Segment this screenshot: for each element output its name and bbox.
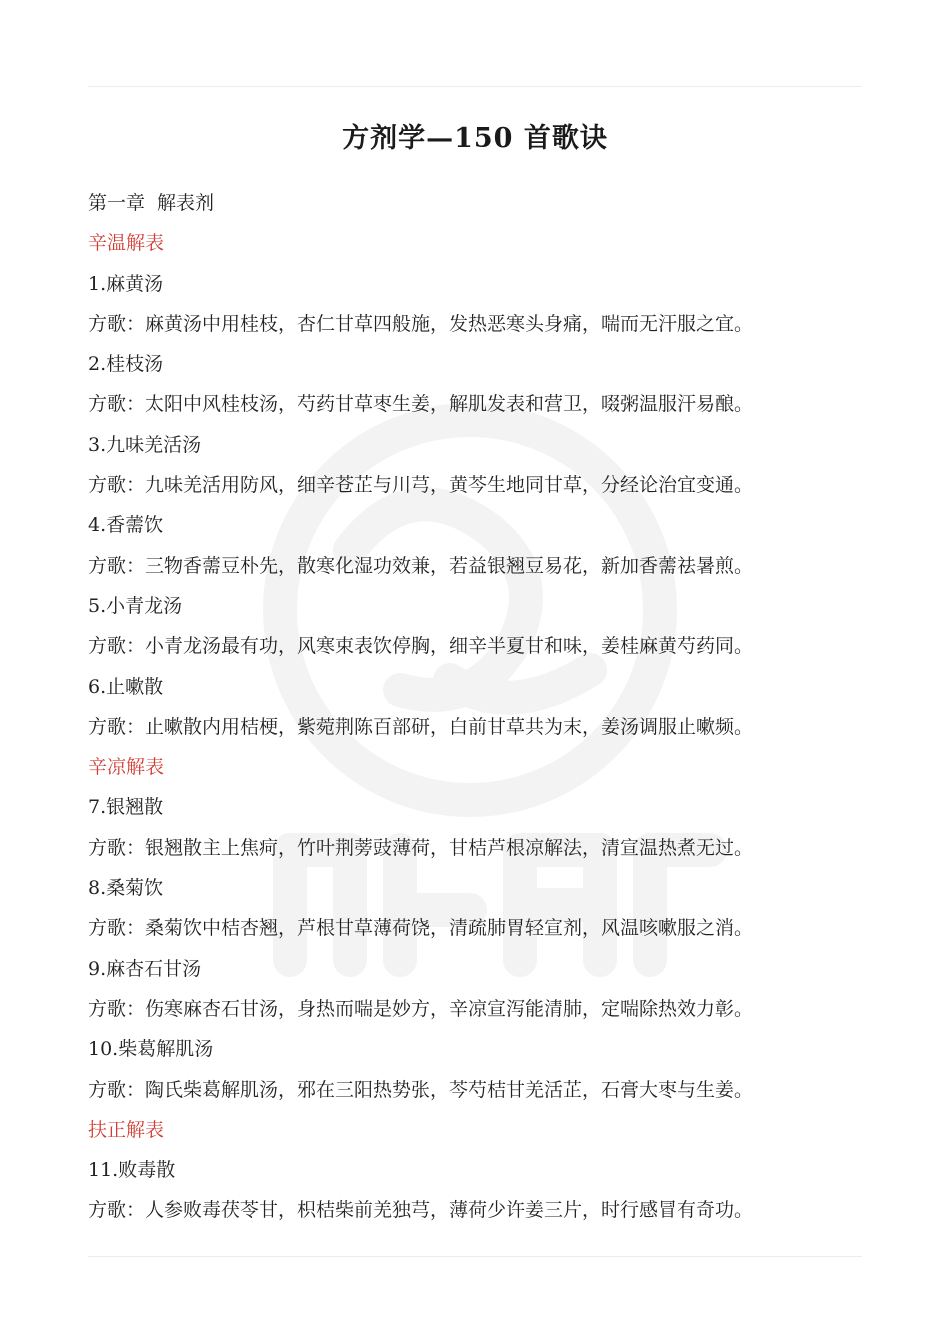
formula-song: 方歌：麻黄汤中用桂枝，杏仁甘草四般施，发热恶寒头身痛，喘而无汗服之宜。: [88, 312, 754, 335]
formula-name: 2.桂枝汤: [88, 353, 164, 376]
formula-name: 1.麻黄汤: [88, 272, 164, 295]
formula-name: 10.柴葛解肌汤: [88, 1038, 214, 1061]
formula-name: 11.败毒散: [88, 1159, 176, 1182]
document-body: [88, 183, 868, 1231]
section-heading: 辛温解表: [88, 232, 165, 255]
formula-song: 方歌：银翘散主上焦疴，竹叶荆蒡豉薄荷，甘桔芦根凉解法，清宣温热煮无过。: [88, 836, 754, 859]
formula-name: 3.九味羌活汤: [88, 433, 202, 456]
formula-song: 方歌：人参败毒茯苓甘，枳桔柴前羌独芎，薄荷少许姜三片，时行感冒有奇功。: [88, 1199, 754, 1222]
formula-song: 方歌：陶氏柴葛解肌汤，邪在三阳热势张，芩芍桔甘羌活芷，石膏大枣与生姜。: [88, 1078, 754, 1101]
formula-song: 方歌：伤寒麻杏石甘汤，身热而喘是妙方，辛凉宣泻能清肺，定喘除热效力彰。: [88, 997, 754, 1020]
formula-name: 6.止嗽散: [88, 675, 164, 698]
formula-name: 5.小青龙汤: [88, 594, 183, 617]
formula-name: 7.银翘散: [88, 796, 164, 819]
page-title: 方剂学—150 首歌诀: [342, 123, 608, 154]
formula-song: 方歌：止嗽散内用桔梗，紫菀荆陈百部研，白前甘草共为末，姜汤调服止嗽频。: [88, 715, 754, 738]
formula-song: 方歌：太阳中风桂枝汤，芍药甘草枣生姜，解肌发表和营卫，啜粥温服汗易酿。: [88, 393, 754, 416]
chapter-heading: [88, 183, 868, 223]
section-heading: 扶正解表: [88, 1118, 165, 1141]
chapter-name: 解表剂: [157, 192, 215, 214]
section-heading: 辛凉解表: [88, 756, 165, 779]
formula-name: 8.桑菊饮: [88, 877, 164, 900]
formula-name: 9.麻杏石甘汤: [88, 957, 202, 980]
formula-song: 方歌：三物香薷豆朴先，散寒化湿功效兼，若益银翘豆易花，新加香薷祛暑煎。: [88, 554, 754, 577]
chapter-number: 第一章: [88, 192, 146, 214]
formula-name: 4.香薷饮: [88, 514, 164, 537]
formula-song: 方歌：九味羌活用防风，细辛苍芷与川芎，黄芩生地同甘草，分经论治宜变通。: [88, 474, 754, 497]
top-divider: [88, 86, 862, 87]
formula-song: 方歌：桑菊饮中桔杏翘，芦根甘草薄荷饶，清疏肺胃轻宣剂，风温咳嗽服之消。: [88, 917, 754, 940]
formula-song: 方歌：小青龙汤最有功，风寒束表饮停胸，细辛半夏甘和味，姜桂麻黄芍药同。: [88, 635, 754, 658]
bottom-divider: [88, 1256, 862, 1257]
